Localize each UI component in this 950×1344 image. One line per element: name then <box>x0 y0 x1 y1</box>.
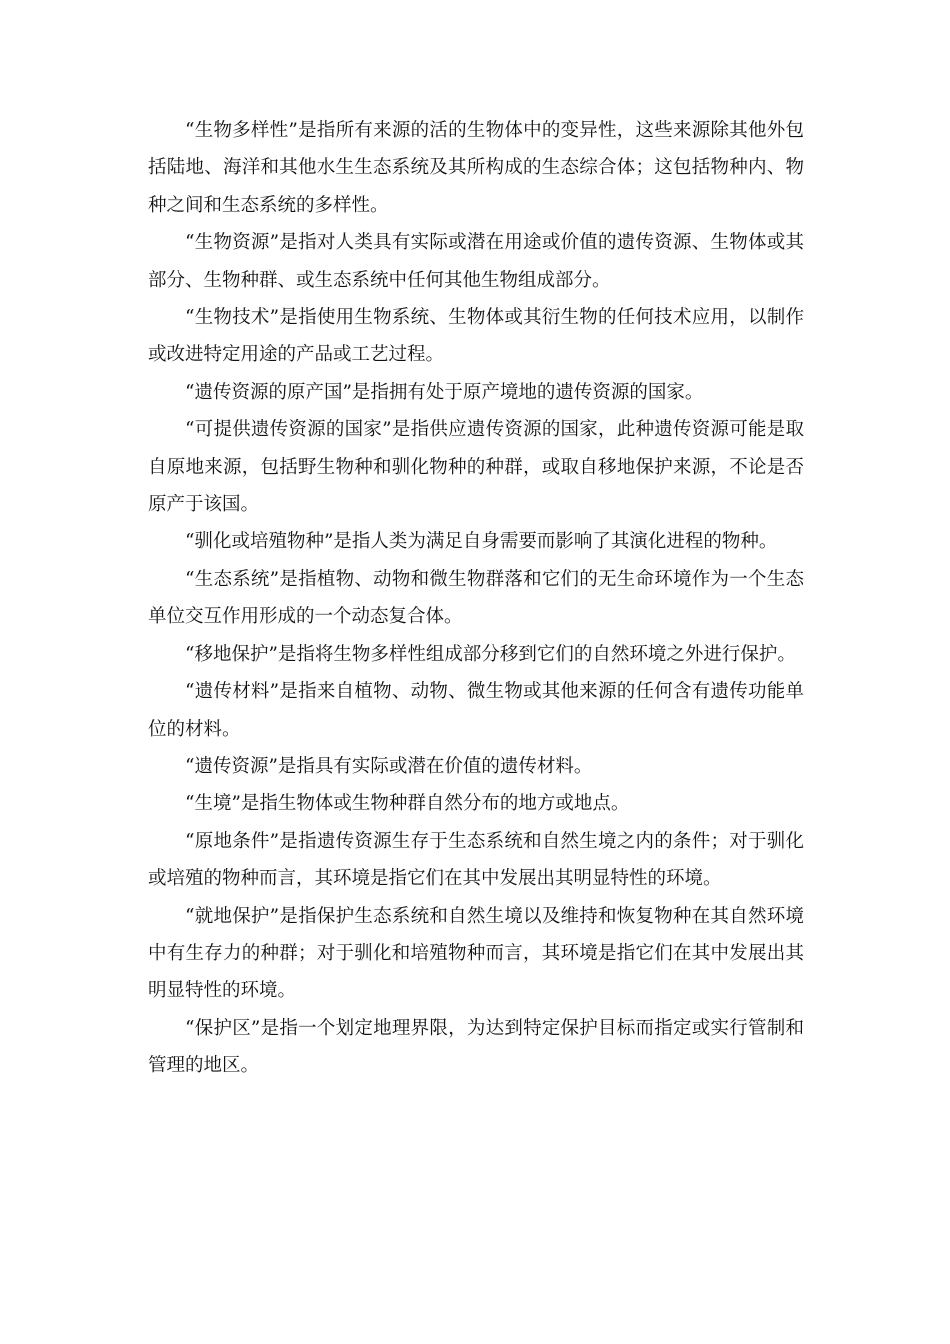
definition-domesticated-species: “驯化或培殖物种”是指人类为满足自身需要而影响了其演化进程的物种。 <box>185 531 778 553</box>
definition-protected-area: “保护区”是指一个划定地理界限，为达到特定保护目标而指定或实行管制和管理的地区。 <box>148 1017 804 1077</box>
definition-country-of-origin: “遗传资源的原产国”是指拥有处于原产境地的遗传资源的国家。 <box>185 381 704 403</box>
definition-biological-resources: “生物资源”是指对人类具有实际或潜在用途或价值的遗传资源、生物体或其部分、生物种群、或生态系统中任何其他生物组成部分。 <box>148 232 804 291</box>
definition-habitat: “生境”是指生物体或生物种群自然分布的地方或地点。 <box>185 793 630 815</box>
definition-biotechnology: “生物技术”是指使用生物系统、生物体或其衍生物的任何技术应用，以制作或改进特定用途的产品或工艺过程。 <box>148 307 804 366</box>
definition-biodiversity: “生物多样性”是指所有来源的活的生物体中的变异性，这些来源除其他外包括陆地、海洋和其他水生生态系统及其所构成的生态综合体；这包括物种内、物种之间和生态系统的多样性。 <box>148 120 804 216</box>
definition-genetic-material: “遗传材料”是指来自植物、动物、微生物或其他来源的任何含有遗传功能单位的材料。 <box>148 681 804 740</box>
definition-ecosystem: “生态系统”是指植物、动物和微生物群落和它们的无生命环境作为一个生态单位交互作用形成的一个动态复合体。 <box>148 568 804 628</box>
definition-genetic-resources: “遗传资源”是指具有实际或潜在价值的遗传材料。 <box>185 755 593 777</box>
definition-ex-situ-conservation: “移地保护”是指将生物多样性组成部分移到它们的自然环境之外进行保护。 <box>185 643 796 665</box>
definition-country-providing-resources: “可提供遗传资源的国家”是指供应遗传资源的国家，此种遗传资源可能是取自原地来源，包括野生物种和驯化物种的种群，或取自移地保护来源，不论是否原产于该国。 <box>148 419 804 516</box>
definition-in-situ-conditions: “原地条件”是指遗传资源生存于生态系统和自然生境之内的条件；对于驯化或培殖的物种而言，其环境是指它们在其中发展出其明显特性的环境。 <box>148 830 804 890</box>
definition-in-situ-conservation: “就地保护”是指保护生态系统和自然生境以及维持和恢复物种在其自然环境中有生存力的种群；对于驯化和培殖物种而言，其环境是指它们在其中发展出其明显特性的环境。 <box>148 905 804 1002</box>
document-page <box>148 112 804 1085</box>
